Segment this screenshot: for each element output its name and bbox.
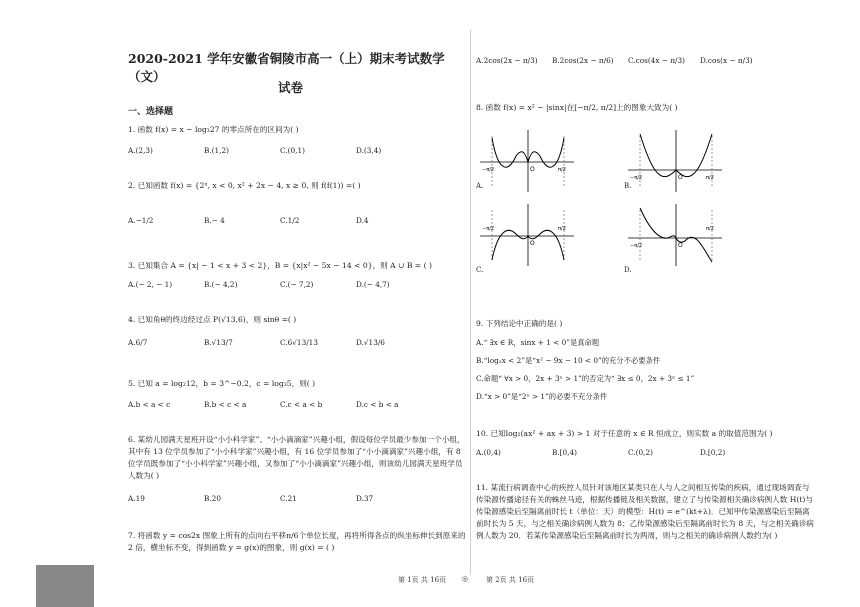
q2-option-a: A.−1/2 xyxy=(128,216,154,225)
q5-option-d: D.c < b < a xyxy=(356,400,399,409)
q4-option-d: D.√13/6 xyxy=(356,338,385,347)
question-1: 1. 函数 f(x) = x − log₃27 的零点所在的区间为( ) xyxy=(128,125,299,134)
q9-option-c: C.命题“ ∀x > 0，2x + 3ˣ > 1”的否定为“ ∃x ≤ 0，2x + 3ˣ ≤ 1” xyxy=(476,374,695,383)
question-8: 8. 函数 f(x) = x² − |sinx|在[−π/2, π/2]上的图象大致为( ) xyxy=(476,103,678,112)
graph-c-label: C. xyxy=(476,266,484,274)
q4-option-c: C.6√13/13 xyxy=(280,338,318,347)
question-11: 11. 某流行病调查中心的疾控人员针对该地区某类只在人与人之间相互传染的疾病，通过现场调查与传染源传播途径有关的蛛丝马迹，根据传播链及相关数据，建立了与传染源相关确诊病例人数 H(t)与传染源感染后至隔离前时长 t（单位：天）的模型：H(t) = e^(kt+λ)．已知甲传染源感染后至隔离前时长为 5 天，与之相关确诊病例人数为 8；乙传染源感染后至隔离前时长为 8 天，与之相关确诊病例人数为 20．若某传染源感染后至隔离前时长为两周，则与之相关的确诊病例人数约为( ) xyxy=(476,483,814,540)
graph-b-origin: O xyxy=(678,174,683,181)
graph-c-pi2: π/2 xyxy=(558,226,566,232)
q4-option-a: A.6/7 xyxy=(128,338,148,347)
graph-d xyxy=(626,200,726,270)
q7-option-c: C.cos(4x − π/3) xyxy=(628,56,685,65)
q1-option-c: C.(0,1) xyxy=(280,146,305,155)
graph-a-pi2: π/2 xyxy=(558,167,566,173)
graph-a-origin: O xyxy=(530,166,535,173)
graph-a-label: A. xyxy=(476,182,484,190)
q3-option-c: C.(− 7,2) xyxy=(280,280,314,289)
graph-c-origin: O xyxy=(530,240,535,247)
graph-c xyxy=(478,200,578,270)
graph-b-neg-pi2: −π/2 xyxy=(630,175,643,181)
q6-option-a: A.19 xyxy=(128,494,145,503)
q1-option-a: A.(2,3) xyxy=(128,146,153,155)
question-6: 6. 某幼儿园满天星班开设“小小科学家”、“小小滴滴家”兴趣小组，假设每位学员最少参加一个小组，其中有 13 位学员参加了“小小科学家”兴趣小组，有 16 位学员参加了“小小滴滴家”兴趣小组，有 8 位学员既参加了“小小科学家”兴趣小组，又参加了“小小滴滴家”兴趣小组，则该幼儿园满天星班学员人数为( ) xyxy=(128,435,465,480)
page-title-line2: 试卷 xyxy=(278,80,304,95)
q6-option-b: B.20 xyxy=(204,494,221,503)
question-5: 5. 已知 a = log₂12，b = 3^−0.2，c = log₃5，则( ) xyxy=(128,379,316,388)
graph-d-origin: O xyxy=(678,242,683,249)
q3-option-b: B.(− 4,2) xyxy=(204,280,238,289)
q4-option-b: B.√13/7 xyxy=(204,338,233,347)
q5-option-b: B.b < c < a xyxy=(204,400,247,409)
graph-b-pi2: π/2 xyxy=(706,175,714,181)
graph-a-neg-pi2: −π/2 xyxy=(482,167,495,173)
q10-option-c: C.(0,2) xyxy=(628,448,653,457)
section-heading: 一、选择题 xyxy=(128,107,174,117)
q1-option-b: B.(1,2) xyxy=(204,146,229,155)
q2-option-d: D.4 xyxy=(356,216,369,225)
page-divider xyxy=(470,30,471,575)
question-3: 3. 已知集合 A = {x| − 1 < x + 3 < 2}，B = {x|x² − 5x − 14 < 0}，则 A ∪ B = ( ) xyxy=(128,261,432,270)
question-10: 10. 已知log₂(ax² + ax + 3) > 1 对于任意的 x ∈ R 恒成立，则实数 a 的取值范围为( ) xyxy=(476,429,773,438)
question-7: 7. 将函数 y = cos2x 图象上所有的点向右平移π/6个单位长度，再将所得各点的纵坐标伸长到原来的 2 倍，横坐标不变，得到函数 y = g(x)的图象，则 g(x) = ( ) xyxy=(128,531,466,552)
page-title: 2020-2021 学年安徽省铜陵市高一（上）期末考试数学（文） xyxy=(128,51,445,84)
question-9: 9. 下列结论中正确的是( ) xyxy=(476,319,563,328)
question-4: 4. 已知角θ的终边经过点 P(√13,6)，则 sinθ =( ) xyxy=(128,315,297,324)
graph-b-label: B. xyxy=(624,182,632,190)
q9-option-b: B.“log₃x < 2”是“x² − 9x − 10 < 0”的充分不必要条件 xyxy=(476,356,661,365)
q9-option-a: A.“ ∃x ∈ R，sinx + 1 < 0”是真命题 xyxy=(476,338,600,347)
footer-separator-icon: ◎ xyxy=(462,575,469,583)
q3-option-a: A.(− 2, − 1) xyxy=(128,280,173,289)
q1-option-d: D.(3,4) xyxy=(356,146,382,155)
q2-option-b: B.− 4 xyxy=(204,216,225,225)
q3-option-d: D.(− 4,7) xyxy=(356,280,390,289)
footer-page-right: 第 2页 共 16页 xyxy=(486,576,535,584)
q7-option-d: D.cos(x − π/3) xyxy=(700,56,753,65)
q9-option-d: D.“x > 0”是“2ˣ > 1”的必要不充分条件 xyxy=(476,392,608,401)
graph-d-pi2: π/2 xyxy=(706,226,714,232)
q10-option-d: D.[0,2) xyxy=(700,448,726,457)
q6-option-d: D.37 xyxy=(356,494,374,503)
graph-a xyxy=(478,126,578,196)
graph-b xyxy=(626,126,726,196)
q7-option-b: B.2cos(2x − π/6) xyxy=(552,56,614,65)
q5-option-c: C.c < a < b xyxy=(280,400,323,409)
q2-option-c: C.1/2 xyxy=(280,216,300,225)
q7-option-a: A.2cos(2x − π/3) xyxy=(476,56,538,65)
q5-option-a: A.b < a < c xyxy=(128,400,171,409)
graph-d-neg-pi2: −π/2 xyxy=(630,243,643,249)
q6-option-c: C.21 xyxy=(280,494,297,503)
footer-page-left: 第 1页 共 16页 xyxy=(398,576,447,584)
corner-gray-block xyxy=(36,565,94,607)
graph-d-label: D. xyxy=(624,266,632,274)
q10-option-a: A.(0,4) xyxy=(476,448,501,457)
graph-c-neg-pi2: −π/2 xyxy=(482,226,495,232)
q10-option-b: B.[0,4) xyxy=(552,448,577,457)
question-2: 2. 已知函数 f(x) = {2ˣ, x < 0, x² + 2x − 4, x ≥ 0, 则 f(f(1)) =( ) xyxy=(128,181,361,190)
